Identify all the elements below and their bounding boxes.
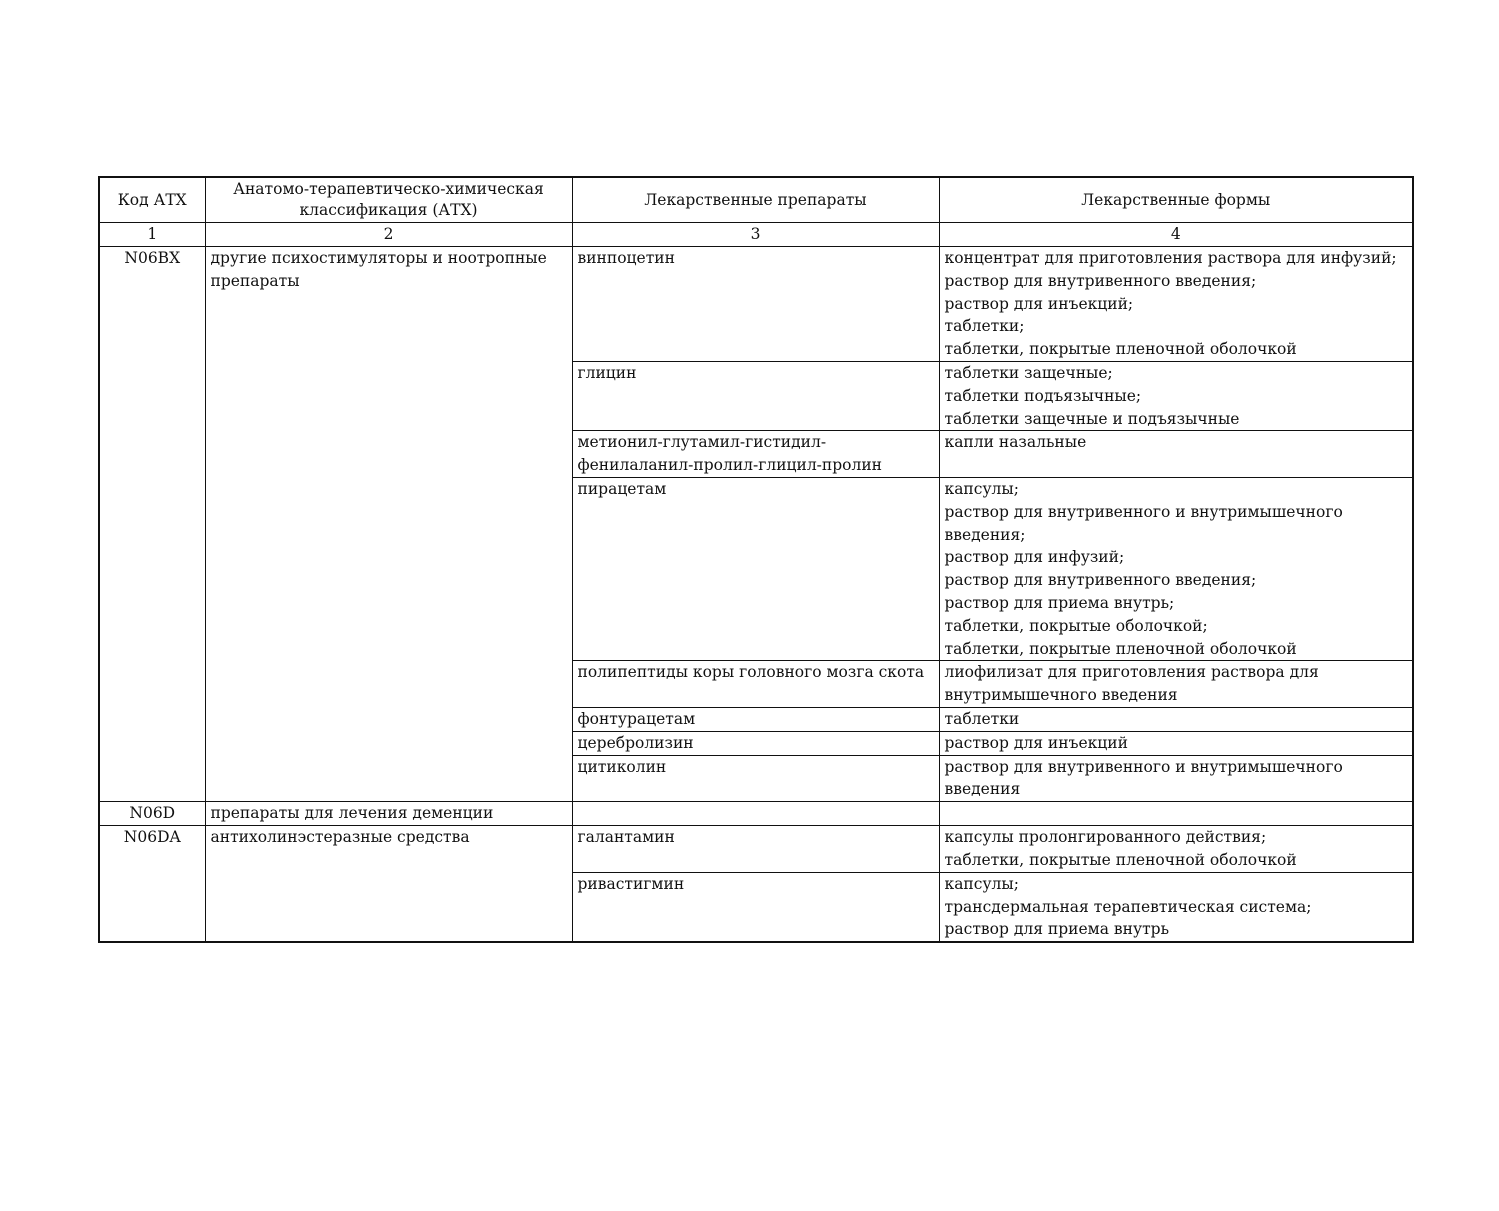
drug-name: винпоцетин	[577, 249, 675, 267]
atc-drug-table	[98, 176, 1414, 943]
header-drugs: Лекарственные препараты	[572, 177, 939, 223]
drug-name: глицин	[577, 363, 637, 382]
column-number: 1	[99, 223, 205, 247]
drug-name-cell	[572, 661, 939, 708]
dosage-forms-cell	[939, 826, 1413, 873]
dosage-forms-cell	[939, 477, 1413, 660]
dosage-forms-cell	[939, 802, 1413, 826]
dosage-form: таблетки, покрытые оболочкой;	[944, 616, 1208, 635]
drug-name: галантамин	[577, 828, 675, 847]
drug-name: ривастигмин	[577, 874, 685, 893]
drug-name-cell	[572, 431, 939, 478]
dosage-forms-cell	[939, 431, 1413, 478]
drug-name: церебролизин	[577, 733, 694, 752]
dosage-form: капсулы;	[944, 874, 1019, 893]
dosage-form: капсулы;	[944, 479, 1019, 498]
dosage-forms-cell	[939, 707, 1413, 731]
atc-classification-cell: антихолинэстеразные средства	[205, 826, 572, 942]
dosage-forms-cell	[939, 755, 1413, 802]
atc-classification-cell: препараты для лечения деменции	[205, 802, 572, 826]
header-row	[99, 177, 1413, 223]
table-row	[99, 247, 1413, 362]
dosage-form: раствор для внутривенного введения;	[944, 271, 1257, 290]
atc-classification-cell: другие психостимуляторы и ноотропные препараты	[205, 247, 572, 802]
dosage-form: раствор для приема внутрь	[944, 920, 1170, 939]
drug-name: фонтурацетам	[577, 709, 696, 728]
dosage-form: таблетки	[944, 709, 1020, 728]
dosage-form: таблетки, покрытые пленочной оболочкой	[944, 850, 1297, 869]
drug-name: метионил-глутамил-гистидил-	[577, 433, 827, 452]
drug-name-cell	[572, 755, 939, 802]
dosage-form: раствор для инъекций;	[944, 294, 1134, 313]
atc-code-cell: N06DA	[99, 826, 205, 942]
drug-name: полипептиды коры головного мозга скота	[577, 663, 925, 682]
dosage-form: таблетки защечные;	[944, 363, 1113, 382]
dosage-form: трансдермальная терапевтическая система;	[944, 897, 1312, 916]
header-dosage-forms: Лекарственные формы	[939, 177, 1413, 223]
column-number: 4	[939, 223, 1413, 247]
drug-name: пирацетам	[577, 479, 667, 498]
drug-name-cell	[572, 872, 939, 942]
dosage-form: таблетки подъязычные;	[944, 386, 1142, 405]
dosage-forms-cell	[939, 247, 1413, 362]
drug-name-cell	[572, 731, 939, 755]
drug-name-cell	[572, 826, 939, 873]
drug-name-cell	[572, 477, 939, 660]
dosage-form: таблетки, покрытые пленочной оболочкой	[944, 639, 1297, 658]
dosage-forms-cell	[939, 361, 1413, 430]
dosage-form: раствор для внутривенного и внутримышечного	[944, 502, 1343, 521]
dosage-form: капсулы пролонгированного действия;	[944, 828, 1267, 847]
dosage-form: раствор для приема внутрь;	[944, 593, 1175, 612]
dosage-form: внутримышечного введения	[944, 686, 1178, 705]
dosage-form: таблетки защечные и подъязычные	[944, 409, 1240, 428]
table-row	[99, 826, 1413, 873]
atc-code-cell: N06BX	[99, 247, 205, 802]
column-number: 2	[205, 223, 572, 247]
dosage-form: введения	[944, 780, 1021, 799]
dosage-form: лиофилизат для приготовления раствора для	[944, 663, 1319, 682]
dosage-form: раствор для инфузий;	[944, 548, 1125, 567]
dosage-forms-cell	[939, 661, 1413, 708]
drug-name-cell	[572, 802, 939, 826]
dosage-forms-cell	[939, 872, 1413, 942]
header-atc-classification: Анатомо-терапевтическо-химическая классификация (АТХ)	[205, 177, 572, 223]
dosage-forms-cell	[939, 731, 1413, 755]
column-number: 3	[572, 223, 939, 247]
drug-name: цитиколин	[577, 757, 667, 776]
atc-code-cell: N06D	[99, 802, 205, 826]
header-atc-code: Код АТХ	[99, 177, 205, 223]
drug-name-cell	[572, 707, 939, 731]
drug-name-cell	[572, 361, 939, 430]
dosage-form: раствор для внутривенного введения;	[944, 571, 1257, 590]
table-row	[99, 802, 1413, 826]
drug-name-cell	[572, 247, 939, 362]
dosage-form: таблетки;	[944, 317, 1025, 336]
dosage-form: таблетки, покрытые пленочной оболочкой	[944, 340, 1297, 359]
dosage-form: раствор для внутривенного и внутримышечного	[944, 757, 1343, 776]
drug-name: фенилаланил-пролил-глицил-пролин	[577, 456, 883, 475]
column-number-row	[99, 223, 1413, 247]
dosage-form: концентрат для приготовления раствора для инфузий;	[944, 249, 1397, 267]
dosage-form: капли назальные	[944, 433, 1087, 452]
dosage-form: раствор для инъекций	[944, 733, 1128, 752]
dosage-form: введения;	[944, 525, 1026, 544]
